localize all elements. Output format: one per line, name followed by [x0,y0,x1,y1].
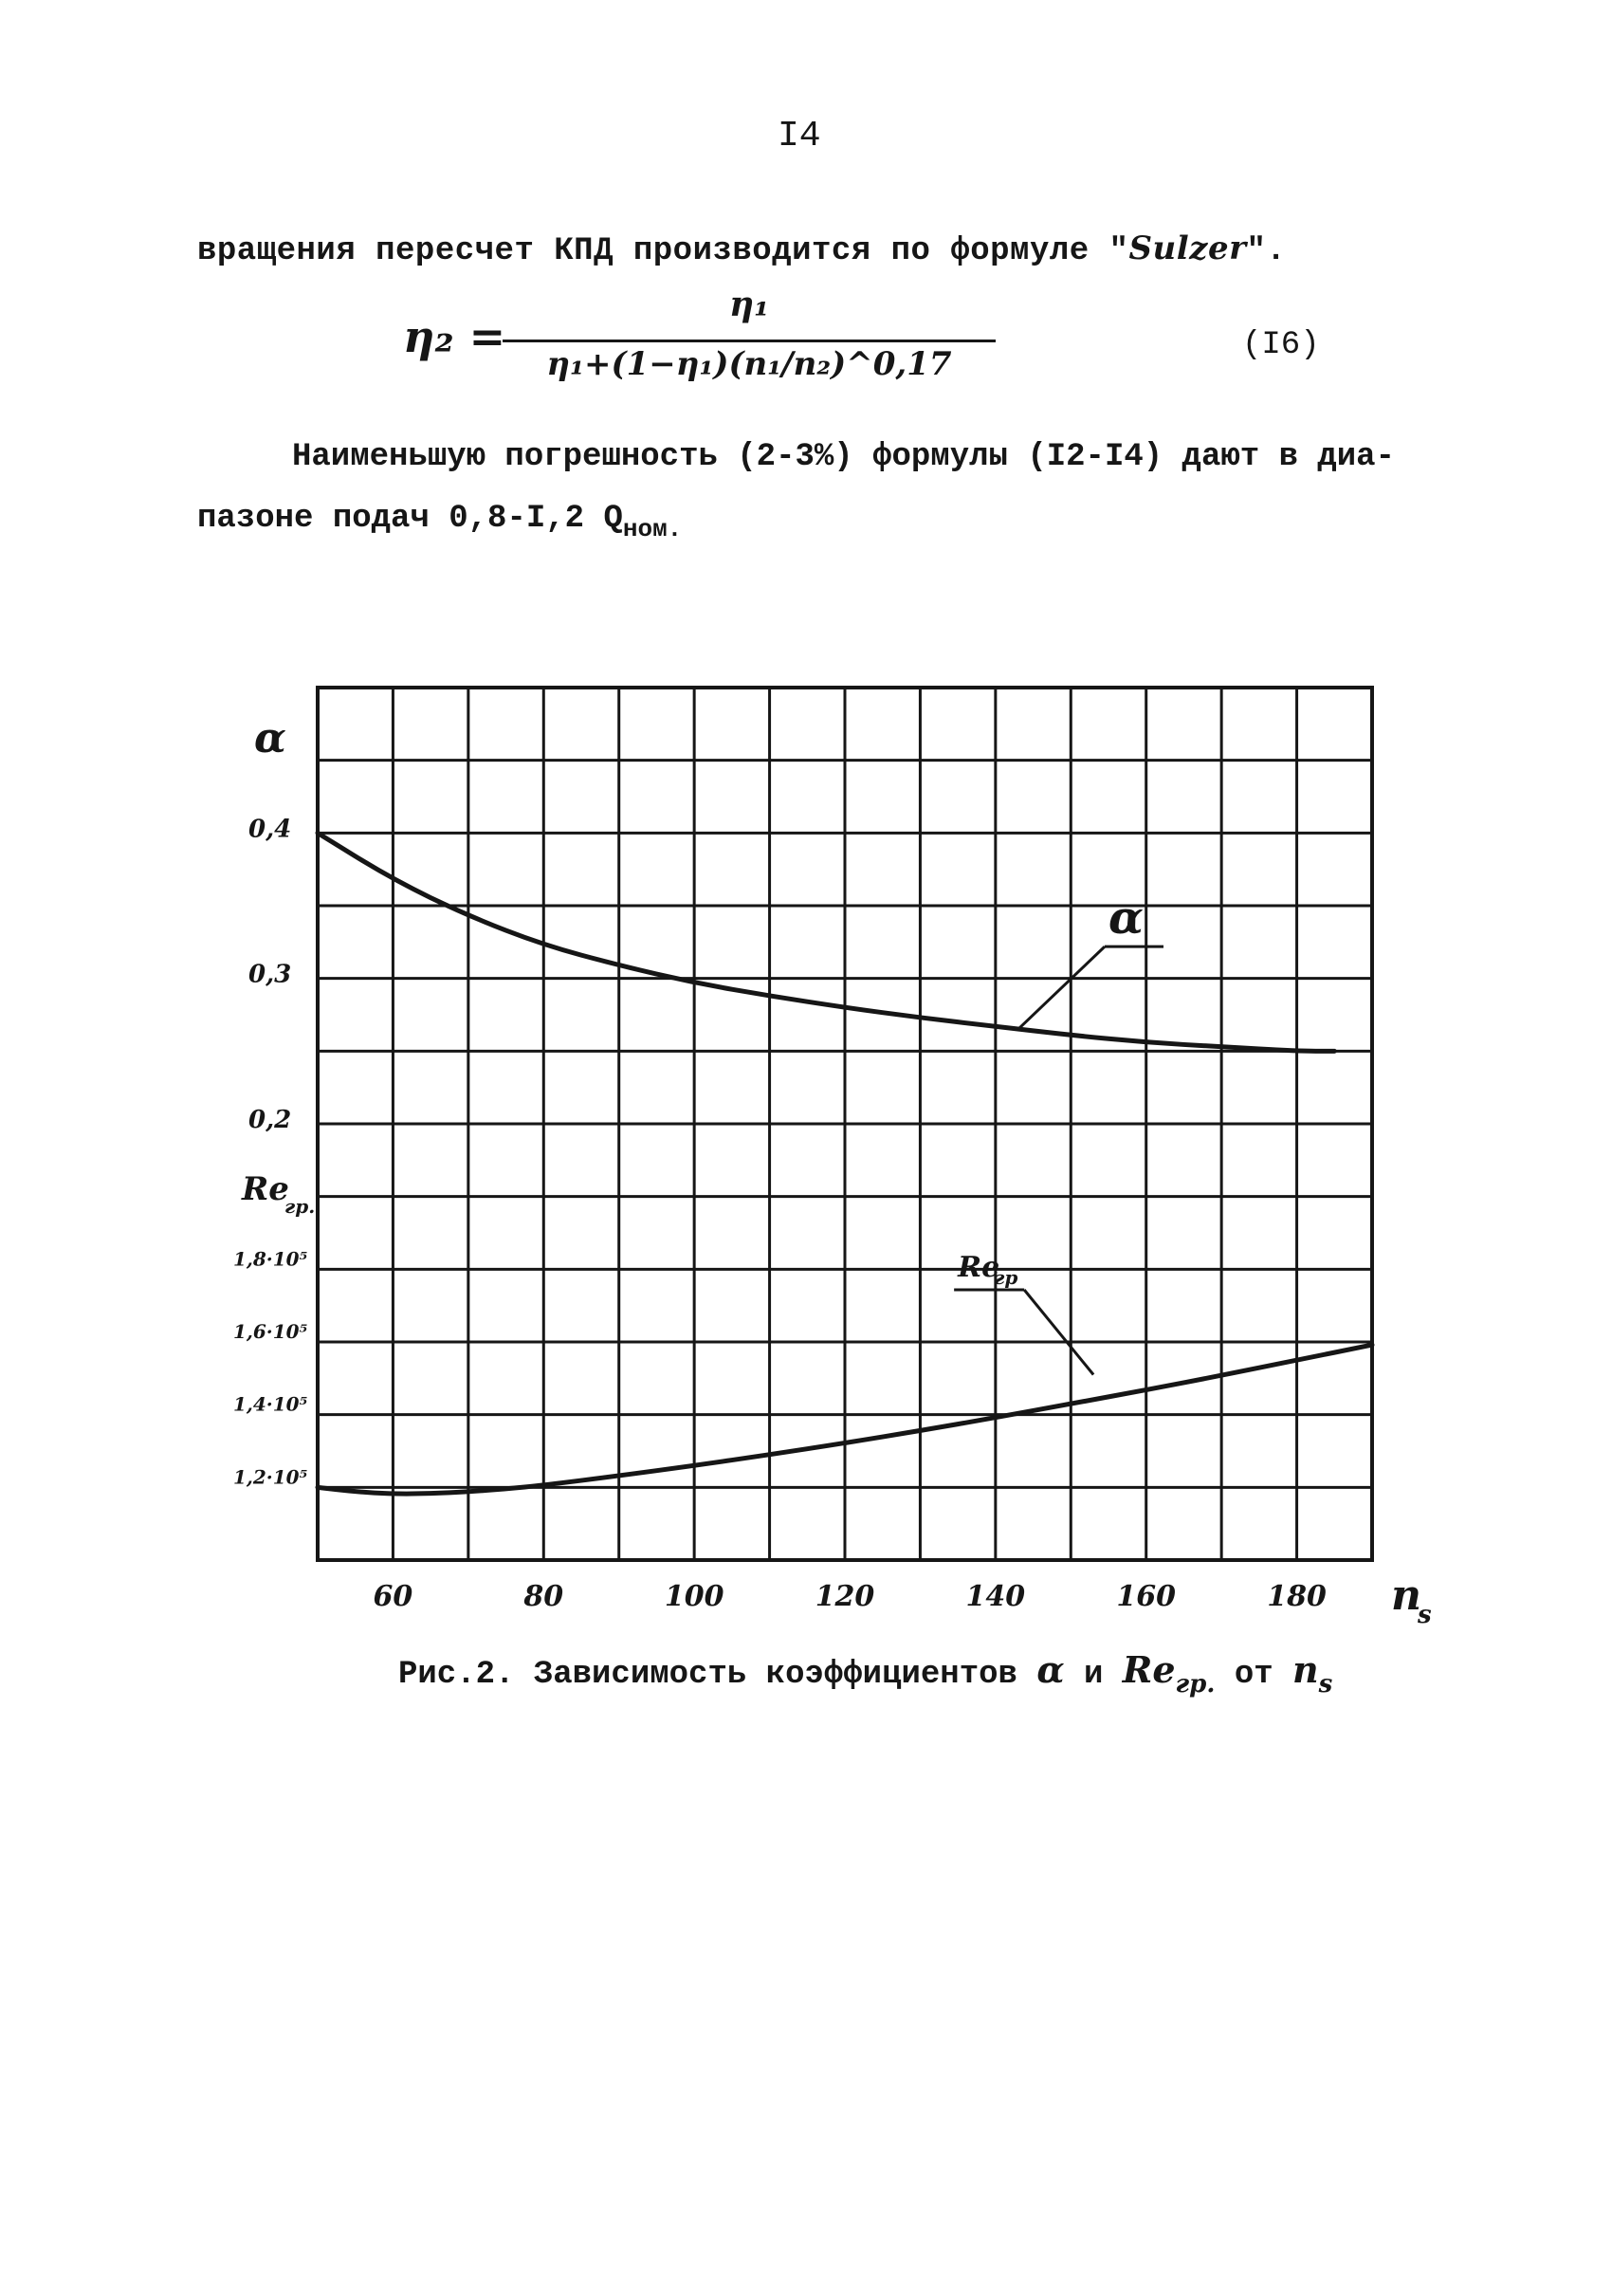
x-tick-label: 100 [664,1580,724,1613]
caption-re-main: Re [1122,1648,1176,1691]
series-label-alpha: α [1108,891,1144,946]
line1-prefix: вращения пересчет КПД производится по формуле " [197,233,1129,269]
label-leader [1018,946,1105,1029]
caption-from: от [1234,1657,1273,1693]
sulzer-name: Sulzer [1128,230,1247,267]
x-tick-label: 80 [523,1580,564,1613]
x-tick-label: 120 [815,1580,875,1613]
alpha-tick-label: 0,2 [248,1106,292,1134]
x-tick-label: 140 [965,1580,1026,1613]
x-tick-label: 160 [1116,1580,1177,1613]
x-tick-label: 180 [1267,1580,1327,1613]
formula-numerator: η₁ [729,285,769,324]
formula-lhs: η₂ = [403,311,506,362]
series-label-sub: гр [994,1266,1018,1289]
caption-re-sub: гр. [1175,1670,1216,1699]
series-line-alpha [318,833,1334,1051]
re-tick-label: 1,6·10⁵ [233,1320,308,1343]
chart-grid [318,688,1372,1560]
re-tick-label: 1,2·10⁵ [233,1465,308,1489]
caption-ns-main: n [1292,1648,1319,1691]
x-tick-label: 60 [373,1580,413,1613]
caption-prefix: Рис.2. Зависимость коэффициентов [398,1657,1017,1693]
page-number: I4 [778,116,821,156]
caption-alpha: α [1036,1648,1065,1691]
alpha-tick-label: 0,4 [248,815,292,844]
caption-and: и [1083,1657,1104,1693]
paragraph-line-2-main: пазоне подач 0,8-I,2 Q [197,501,623,537]
formula-denominator: η₁+(1−η₁)(n₁/n₂)^0,17 [546,345,952,383]
re-axis-label: Re [242,1170,289,1208]
equation-number: (I6) [1242,327,1320,363]
caption-re [1122,1648,1216,1699]
re-tick-label: 1,8·10⁵ [233,1247,308,1271]
x-axis-label-sub: s [1418,1601,1432,1629]
line1-suffix: ". [1246,233,1287,269]
figure-caption [398,1648,1332,1699]
caption-ns-sub: s [1318,1670,1333,1699]
alpha-axis-label: α [254,714,286,762]
re-axis-label-sub: гр. [284,1195,316,1218]
re-tick-label: 1,4·10⁵ [233,1392,308,1416]
chart-labels [954,891,1163,1374]
label-leader [1024,1290,1093,1375]
paragraph-line-1: Наименьшую погрешность (2-3%) формулы (I2-I4) дают в диа- [292,439,1395,475]
caption-ns [1292,1648,1333,1699]
x-axis-label: n [1391,1571,1421,1620]
q-nom-subscript: ном. [622,515,683,543]
alpha-tick-label: 0,3 [248,960,292,989]
series-label-re: Re [958,1251,1000,1284]
